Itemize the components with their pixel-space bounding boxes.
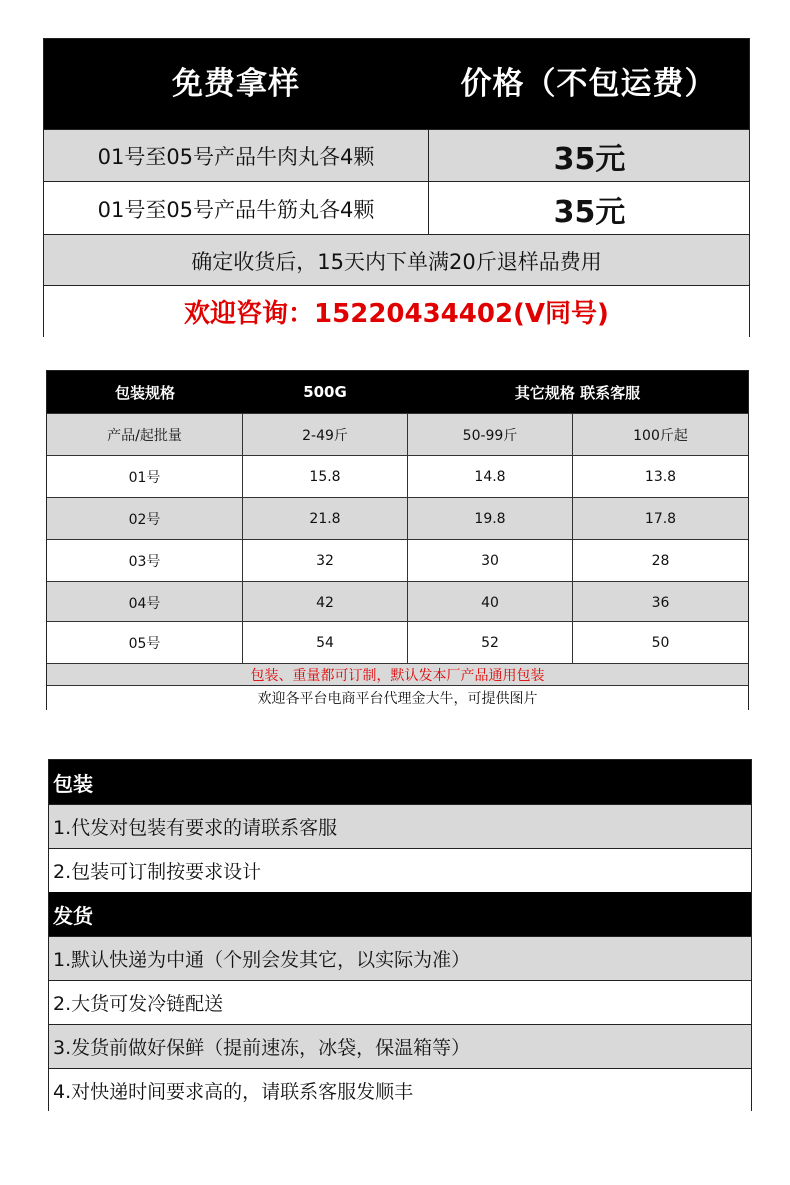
sample-row (44, 181, 749, 235)
sample-row (44, 129, 749, 182)
product-code: 03号 (128, 553, 161, 570)
price-tier-3: 28 (572, 540, 748, 581)
list-item: 1.默认快递为中通（个别会发其它，以实际为准） (49, 936, 751, 980)
list-item: 1.代发对包装有要求的请联系客服 (49, 804, 751, 848)
table-row (47, 581, 748, 624)
price-tier-1: 32 (242, 540, 407, 581)
sample-item: 01号至05号产品牛肉丸各4颗 (97, 145, 375, 169)
subheader-tier-3: 100斤起 (572, 414, 748, 455)
list-item: 4.对快递时间要求高的，请联系客服发顺丰 (49, 1068, 751, 1112)
price-tier-1: 15.8 (242, 456, 407, 497)
price-tier-2: 19.8 (407, 498, 572, 539)
price-tier-3: 13.8 (572, 456, 748, 497)
contact-phone: 欢迎咨询：15220434402(V同号) (184, 299, 609, 329)
header-500g: 500G (303, 383, 347, 401)
header-free-sample: 免费拿样 (172, 66, 300, 102)
list-item: 2.包装可订制按要求设计 (49, 848, 751, 892)
header-price: 价格（不包运费） (460, 66, 717, 102)
sample-table-header (44, 39, 749, 129)
price-tier-2: 40 (407, 582, 572, 623)
table-row (47, 621, 748, 664)
header-packaging-spec: 包装规格 (114, 383, 175, 402)
price-tier-2: 30 (407, 540, 572, 581)
subheader-tier-2: 50-99斤 (407, 414, 572, 455)
table-row (47, 455, 748, 498)
price-tier-1: 21.8 (242, 498, 407, 539)
section-title-packaging: 包装 (49, 760, 751, 804)
price-tier-2: 52 (407, 622, 572, 663)
sample-item: 01号至05号产品牛筋丸各4颗 (97, 197, 375, 222)
price-tier-3: 50 (572, 622, 748, 663)
refund-note-row (44, 234, 749, 286)
sample-price: 35元 (428, 182, 750, 235)
free-sample-table (43, 38, 750, 337)
list-item: 2.大货可发冷链配送 (49, 980, 751, 1024)
price-subheader-row (47, 413, 748, 456)
price-tier-1: 54 (242, 622, 407, 663)
refund-note: 确定收货后，15天内下单满20斤退样品费用 (191, 249, 602, 274)
agent-note: 欢迎各平台电商平台代理金大牛，可提供图片 (47, 685, 748, 710)
list-item: 3.发货前做好保鲜（提前速冻，冰袋，保温箱等） (49, 1024, 751, 1068)
price-tier-3: 17.8 (572, 498, 748, 539)
contact-row (44, 285, 749, 337)
table-row (47, 539, 748, 582)
product-code: 02号 (128, 511, 161, 528)
sample-price: 35元 (428, 130, 750, 182)
price-tier-1: 42 (242, 582, 407, 623)
subheader-tier-1: 2-49斤 (242, 414, 407, 455)
product-code: 04号 (128, 595, 161, 612)
price-table (46, 370, 749, 710)
section-title-shipping: 发货 (49, 892, 751, 936)
price-tier-3: 36 (572, 582, 748, 623)
price-table-header (47, 371, 748, 413)
header-other-spec: 其它规格 联系客服 (514, 383, 641, 402)
subheader-product: 产品/起批量 (107, 427, 182, 444)
product-code: 05号 (128, 635, 161, 652)
price-tier-2: 14.8 (407, 456, 572, 497)
table-row (47, 497, 748, 540)
info-table (48, 759, 752, 1111)
customization-note: 包装、重量都可订制，默认发本厂产品通用包装 (47, 663, 748, 686)
product-code: 01号 (128, 469, 161, 486)
